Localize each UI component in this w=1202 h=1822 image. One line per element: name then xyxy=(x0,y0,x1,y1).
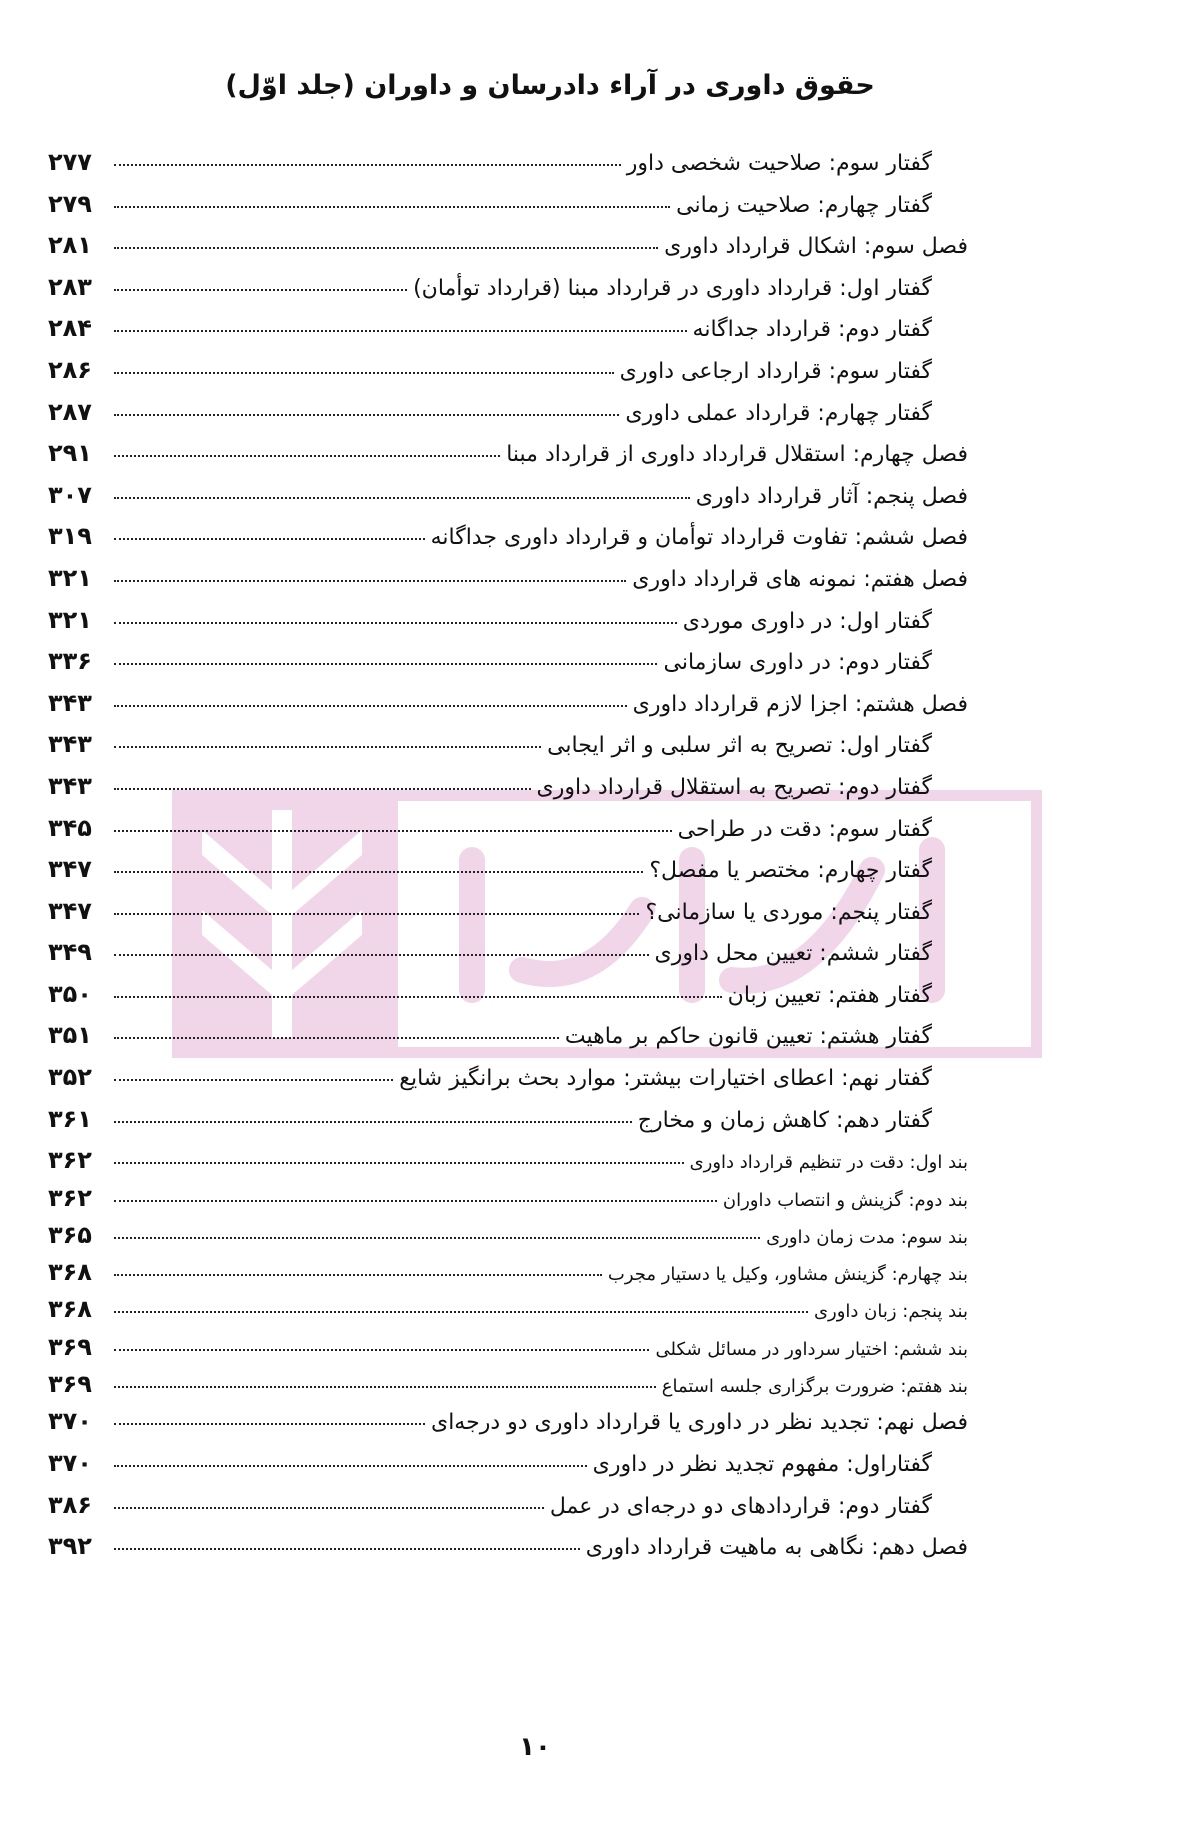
dot-leader xyxy=(114,580,626,582)
toc-entry xyxy=(48,1258,968,1295)
toc-entry xyxy=(48,1370,968,1407)
dot-leader xyxy=(114,1349,649,1351)
toc-entry xyxy=(48,148,968,190)
table-of-contents xyxy=(48,148,968,1574)
running-header: حقوق داوری در آراء دادرسان و داوران (جلد اوّل) xyxy=(225,70,875,101)
toc-entry xyxy=(48,1184,968,1221)
dot-leader xyxy=(114,871,643,873)
dot-leader xyxy=(114,247,658,249)
dot-leader xyxy=(114,996,722,998)
toc-entry-page: ۳۶۱ xyxy=(48,1104,92,1133)
toc-entry-title: بند سوم: مدت زمان داوری xyxy=(766,1226,968,1248)
dot-leader xyxy=(114,1274,602,1276)
toc-entry-title: گفتار چهارم: مختصر یا مفصل؟ xyxy=(649,858,932,884)
dot-leader xyxy=(114,1200,717,1202)
toc-entry-page: ۳۶۲ xyxy=(48,1183,92,1212)
toc-entry-title: بند اول: دقت در تنظیم قرارداد داوری xyxy=(689,1152,968,1174)
toc-entry xyxy=(48,689,968,731)
toc-entry-page: ۳۵۰ xyxy=(48,979,92,1008)
toc-entry-title: گفتار اول: در داوری موردی xyxy=(682,608,932,634)
toc-entry-title: بند دوم: گزینش و انتصاب داوران xyxy=(722,1189,968,1211)
toc-entry-title: گفتاراول: مفهوم تجدید نظر در داوری xyxy=(592,1451,932,1477)
toc-entry-title: گفتار دوم: قراردادهای دو درجه‌ای در عمل xyxy=(549,1493,932,1519)
page-number: ۱۰ xyxy=(519,1732,551,1762)
toc-entry-page: ۳۰۷ xyxy=(48,480,92,509)
toc-entry-page: ۳۲۱ xyxy=(48,563,92,592)
toc-entry xyxy=(48,1491,968,1533)
toc-entry xyxy=(48,647,968,689)
toc-entry-title: فصل چهارم: استقلال قرارداد داوری از قرارداد مبنا xyxy=(506,442,968,468)
toc-entry-page: ۳۵۲ xyxy=(48,1063,92,1092)
dot-leader xyxy=(114,497,690,499)
dot-leader xyxy=(114,705,627,707)
toc-entry-title: گفتار هشتم: تعیین قانون حاکم بر ماهیت xyxy=(564,1024,932,1050)
toc-entry-title: فصل نهم: تجدید نظر در داوری یا قرارداد داوری دو درجه‌ای xyxy=(430,1410,968,1436)
toc-entry-title: فصل ششم: تفاوت قرارداد توأمان و قرارداد داوری جداگانه xyxy=(430,525,968,551)
toc-entry xyxy=(48,439,968,481)
toc-entry xyxy=(48,772,968,814)
toc-entry-page: ۳۶۲ xyxy=(48,1146,92,1175)
toc-entry-title: بند پنجم: زبان داوری xyxy=(813,1301,968,1323)
toc-entry-title: گفتار ششم: تعیین محل داوری xyxy=(654,941,932,967)
toc-entry xyxy=(48,1063,968,1105)
toc-entry-page: ۳۴۷ xyxy=(48,855,92,884)
toc-entry-page: ۳۴۵ xyxy=(48,813,92,842)
dot-leader xyxy=(114,164,621,166)
dot-leader xyxy=(114,455,500,457)
toc-entry-title: فصل سوم: اشکال قرارداد داوری xyxy=(664,234,968,260)
dot-leader xyxy=(114,414,619,416)
toc-entry-page: ۳۴۹ xyxy=(48,938,92,967)
toc-entry xyxy=(48,231,968,273)
dot-leader xyxy=(114,1237,760,1239)
toc-entry-title: بند ششم: اختیار سرداور در مسائل شکلی xyxy=(655,1338,968,1360)
toc-entry-title: فصل دهم: نگاهی به ماهیت قرارداد داوری xyxy=(585,1535,968,1561)
dot-leader xyxy=(114,289,407,291)
toc-entry xyxy=(48,730,968,772)
toc-entry-title: گفتار دهم: کاهش زمان و مخارج xyxy=(637,1107,932,1133)
toc-entry-title: گفتار چهارم: صلاحیت زمانی xyxy=(676,192,932,218)
dot-leader xyxy=(114,830,672,832)
toc-entry xyxy=(48,1333,968,1370)
toc-entry-page: ۳۵۱ xyxy=(48,1021,92,1050)
dot-leader xyxy=(114,954,649,956)
toc-entry-page: ۳۶۸ xyxy=(48,1295,92,1324)
toc-entry xyxy=(48,564,968,606)
toc-entry xyxy=(48,980,968,1022)
toc-entry-page: ۳۶۹ xyxy=(48,1370,92,1399)
dot-leader xyxy=(114,206,670,208)
dot-leader xyxy=(114,538,425,540)
dot-leader xyxy=(114,1311,808,1313)
toc-entry-page: ۳۴۳ xyxy=(48,771,92,800)
toc-entry-page: ۲۸۳ xyxy=(48,272,92,301)
toc-entry-page: ۳۶۹ xyxy=(48,1332,92,1361)
dot-leader xyxy=(114,1079,393,1081)
dot-leader xyxy=(114,372,614,374)
toc-entry xyxy=(48,1146,968,1183)
toc-entry-title: فصل پنجم: آثار قرارداد داوری xyxy=(695,483,968,509)
toc-entry-page: ۲۸۱ xyxy=(48,231,92,260)
toc-entry-page: ۳۴۷ xyxy=(48,896,92,925)
toc-entry-title: گفتار دوم: در داوری سازمانی xyxy=(663,650,932,676)
toc-entry-title: فصل هفتم: نمونه های قرارداد داوری xyxy=(632,566,968,592)
dot-leader xyxy=(114,913,639,915)
toc-entry-page: ۲۷۷ xyxy=(48,148,92,176)
toc-entry-title: گفتار هفتم: تعیین زبان xyxy=(727,982,932,1008)
dot-leader xyxy=(114,663,657,665)
toc-entry xyxy=(48,481,968,523)
toc-entry xyxy=(48,1295,968,1332)
toc-entry-page: ۲۷۹ xyxy=(48,189,92,218)
toc-entry-title: گفتار اول: قرارداد داوری در قرارداد مبنا (قرارداد توأمان) xyxy=(413,275,932,301)
toc-entry xyxy=(48,314,968,356)
toc-entry-page: ۳۴۳ xyxy=(48,730,92,759)
toc-entry xyxy=(48,1021,968,1063)
toc-entry-title: فصل هشتم: اجزا لازم قرارداد داوری xyxy=(632,691,968,717)
toc-entry-page: ۳۲۱ xyxy=(48,605,92,634)
toc-entry-title: گفتار اول: تصریح به اثر سلبی و اثر ایجابی xyxy=(547,733,932,759)
toc-entry-page: ۳۶۵ xyxy=(48,1220,92,1249)
toc-entry-page: ۲۸۷ xyxy=(48,397,92,426)
toc-entry xyxy=(48,1221,968,1258)
toc-entry-page: ۲۸۶ xyxy=(48,355,92,384)
dot-leader xyxy=(114,1548,580,1550)
toc-entry xyxy=(48,1105,968,1147)
dot-leader xyxy=(114,1121,632,1123)
toc-entry xyxy=(48,938,968,980)
toc-entry-page: ۳۳۶ xyxy=(48,647,92,676)
dot-leader xyxy=(114,330,687,332)
toc-entry-title: گفتار سوم: دقت در طراحی xyxy=(677,816,932,842)
dot-leader xyxy=(114,788,531,790)
toc-entry-title: گفتار پنجم: موردی یا سازمانی؟ xyxy=(645,899,932,925)
toc-entry xyxy=(48,356,968,398)
toc-entry xyxy=(48,1449,968,1491)
dot-leader xyxy=(114,746,541,748)
toc-entry-title: گفتار سوم: صلاحیت شخصی داور xyxy=(626,151,932,176)
dot-leader xyxy=(114,1507,544,1509)
toc-entry xyxy=(48,398,968,440)
dot-leader xyxy=(114,1386,656,1388)
toc-entry-title: بند چهارم: گزینش مشاور، وکیل یا دستیار مجرب xyxy=(607,1264,968,1286)
toc-entry xyxy=(48,522,968,564)
toc-entry-page: ۳۸۶ xyxy=(48,1490,92,1519)
dot-leader xyxy=(114,622,677,624)
dot-leader xyxy=(114,1465,587,1467)
toc-entry-page: ۳۱۹ xyxy=(48,522,92,551)
toc-entry xyxy=(48,190,968,232)
toc-entry-title: بند هفتم: ضرورت برگزاری جلسه استماع xyxy=(661,1376,968,1398)
toc-entry-title: گفتار سوم: قرارداد ارجاعی داوری xyxy=(619,358,932,384)
toc-entry-page: ۳۹۲ xyxy=(48,1532,92,1561)
toc-entry xyxy=(48,1407,968,1449)
toc-entry-page: ۳۴۳ xyxy=(48,688,92,717)
toc-entry xyxy=(48,1532,968,1574)
toc-entry xyxy=(48,897,968,939)
toc-entry-page: ۲۹۱ xyxy=(48,439,92,468)
toc-entry-title: گفتار دوم: قرارداد جداگانه xyxy=(692,317,932,343)
toc-entry xyxy=(48,606,968,648)
toc-entry-title: گفتار چهارم: قرارداد عملی داوری xyxy=(625,400,932,426)
toc-entry xyxy=(48,814,968,856)
toc-entry-title: گفتار نهم: اعطای اختیارات بیشتر: موارد بحث برانگیز شایع xyxy=(399,1066,932,1092)
toc-entry-page: ۳۷۰ xyxy=(48,1407,92,1436)
dot-leader xyxy=(114,1037,559,1039)
toc-entry-page: ۲۸۴ xyxy=(48,314,92,343)
toc-entry-page: ۳۶۸ xyxy=(48,1258,92,1287)
dot-leader xyxy=(114,1423,425,1425)
toc-entry xyxy=(48,273,968,315)
dot-leader xyxy=(114,1162,684,1164)
toc-entry xyxy=(48,855,968,897)
toc-entry-title: گفتار دوم: تصریح به استقلال قرارداد داوری xyxy=(536,774,932,800)
toc-entry-page: ۳۷۰ xyxy=(48,1448,92,1477)
